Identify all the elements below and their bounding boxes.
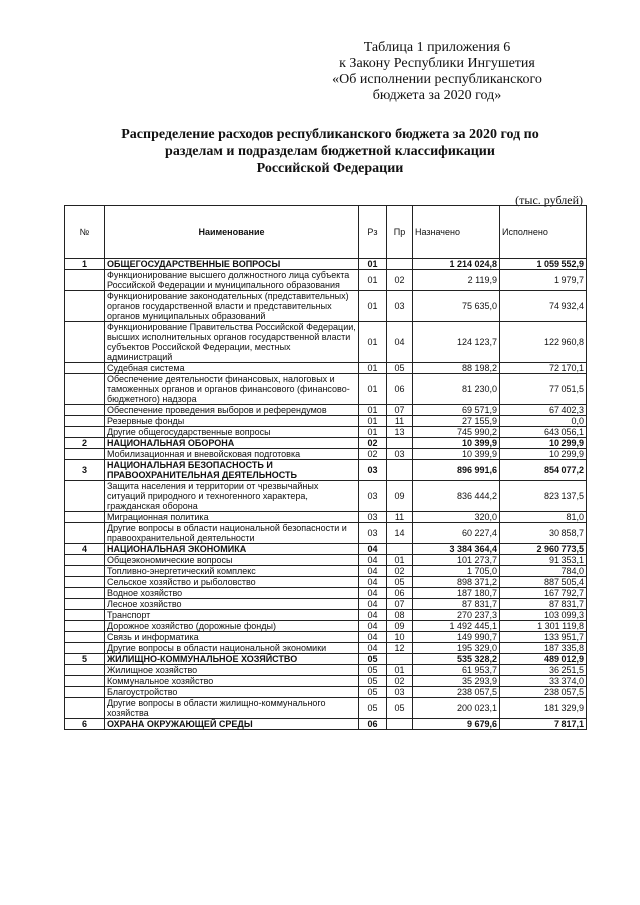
row-number-cell [65,632,105,643]
row-pr-cell: 05 [387,698,413,719]
row-executed-cell: 87 831,7 [500,599,587,610]
row-rz-cell: 03 [359,523,387,544]
row-rz-cell: 05 [359,698,387,719]
table-body [65,259,587,730]
row-number-cell [65,374,105,405]
row-name-cell: ОБЩЕГОСУДАРСТВЕННЫЕ ВОПРОСЫ [105,259,359,270]
row-executed-cell: 187 335,8 [500,643,587,654]
table-header-row [65,206,587,259]
table-row [65,322,587,363]
row-executed-cell: 784,0 [500,566,587,577]
row-pr-cell: 06 [387,374,413,405]
row-planned-cell: 69 571,9 [413,405,500,416]
row-rz-cell: 01 [359,322,387,363]
row-planned-cell: 60 227,4 [413,523,500,544]
row-rz-cell: 04 [359,632,387,643]
row-executed-cell: 7 817,1 [500,719,587,730]
row-planned-cell: 1 214 024,8 [413,259,500,270]
row-pr-cell: 02 [387,676,413,687]
title-line: Распределение расходов республиканского бюджета за 2020 год по [121,127,539,142]
row-executed-cell: 238 057,5 [500,687,587,698]
row-number-cell [65,270,105,291]
document-title [80,126,580,177]
row-name-cell: Коммунальное хозяйство [105,676,359,687]
row-pr-cell [387,259,413,270]
row-pr-cell: 10 [387,632,413,643]
row-pr-cell: 09 [387,621,413,632]
row-pr-cell: 12 [387,643,413,654]
row-executed-cell: 36 251,5 [500,665,587,676]
table-row [65,291,587,322]
row-pr-cell: 05 [387,577,413,588]
row-planned-cell: 3 384 364,4 [413,544,500,555]
column-header-rz: Рз [359,206,387,259]
table-row [65,687,587,698]
section-row [65,654,587,665]
row-rz-cell: 01 [359,374,387,405]
row-pr-cell: 14 [387,523,413,544]
row-name-cell: Жилищное хозяйство [105,665,359,676]
row-planned-cell: 320,0 [413,512,500,523]
row-name-cell: Мобилизационная и вневойсковая подготовка [105,449,359,460]
row-rz-cell: 04 [359,643,387,654]
table-row [65,481,587,512]
row-executed-cell: 33 374,0 [500,676,587,687]
row-number-cell [65,621,105,632]
row-rz-cell: 01 [359,270,387,291]
row-rz-cell: 01 [359,259,387,270]
row-number-cell [65,566,105,577]
table-row [65,632,587,643]
row-pr-cell: 04 [387,322,413,363]
row-number-cell [65,588,105,599]
row-name-cell: Другие общегосударственные вопросы [105,427,359,438]
row-planned-cell: 61 953,7 [413,665,500,676]
row-executed-cell: 10 299,9 [500,438,587,449]
row-rz-cell: 05 [359,665,387,676]
row-executed-cell: 81,0 [500,512,587,523]
row-rz-cell: 02 [359,438,387,449]
row-executed-cell: 854 077,2 [500,460,587,481]
row-number-cell [65,555,105,566]
row-planned-cell: 10 399,9 [413,449,500,460]
table-row [65,566,587,577]
row-name-cell: Сельское хозяйство и рыболовство [105,577,359,588]
row-executed-cell: 122 960,8 [500,322,587,363]
row-executed-cell: 181 329,9 [500,698,587,719]
row-planned-cell: 2 119,9 [413,270,500,291]
appendix-line: «Об исполнении республиканского [332,72,542,87]
row-number-cell: 2 [65,438,105,449]
row-rz-cell: 04 [359,588,387,599]
row-name-cell: НАЦИОНАЛЬНАЯ ЭКОНОМИКА [105,544,359,555]
row-number-cell [65,687,105,698]
section-row [65,438,587,449]
row-number-cell [65,322,105,363]
row-executed-cell: 10 299,9 [500,449,587,460]
row-rz-cell: 04 [359,555,387,566]
row-number-cell: 1 [65,259,105,270]
row-pr-cell: 06 [387,588,413,599]
row-pr-cell: 01 [387,665,413,676]
row-number-cell [65,523,105,544]
row-number-cell [65,698,105,719]
row-pr-cell: 03 [387,449,413,460]
column-header-planned: Назначено [413,206,500,259]
section-row [65,719,587,730]
row-number-cell [65,405,105,416]
row-executed-cell: 67 402,3 [500,405,587,416]
row-planned-cell: 195 329,0 [413,643,500,654]
table-row [65,523,587,544]
row-number-cell [65,665,105,676]
row-name-cell: Благоустройство [105,687,359,698]
row-name-cell: Другие вопросы в области национальной экономики [105,643,359,654]
appendix-line: к Закону Республики Ингушетия [339,56,535,71]
table-row [65,643,587,654]
column-header-num: № [65,206,105,259]
row-number-cell [65,577,105,588]
row-rz-cell: 04 [359,544,387,555]
row-rz-cell: 01 [359,416,387,427]
row-planned-cell: 187 180,7 [413,588,500,599]
table-row [65,512,587,523]
row-pr-cell: 13 [387,427,413,438]
row-executed-cell: 1 301 119,8 [500,621,587,632]
row-executed-cell: 643 056,1 [500,427,587,438]
row-rz-cell: 05 [359,687,387,698]
table-row [65,363,587,374]
table-row [65,374,587,405]
row-number-cell [65,676,105,687]
row-rz-cell: 01 [359,427,387,438]
row-executed-cell: 823 137,5 [500,481,587,512]
row-planned-cell: 124 123,7 [413,322,500,363]
row-pr-cell [387,438,413,449]
table-row [65,599,587,610]
row-name-cell: Транспорт [105,610,359,621]
row-executed-cell: 167 792,7 [500,588,587,599]
row-number-cell [65,599,105,610]
row-executed-cell: 30 858,7 [500,523,587,544]
row-executed-cell: 1 979,7 [500,270,587,291]
row-name-cell: Топливно-энергетический комплекс [105,566,359,577]
table-row [65,588,587,599]
row-planned-cell: 9 679,6 [413,719,500,730]
row-rz-cell: 05 [359,676,387,687]
row-executed-cell: 1 059 552,9 [500,259,587,270]
row-planned-cell: 81 230,0 [413,374,500,405]
row-pr-cell: 03 [387,291,413,322]
section-row [65,460,587,481]
row-planned-cell: 1 705,0 [413,566,500,577]
row-rz-cell: 04 [359,566,387,577]
row-executed-cell: 887 505,4 [500,577,587,588]
row-pr-cell: 02 [387,566,413,577]
row-rz-cell: 04 [359,610,387,621]
row-name-cell: Другие вопросы в области жилищно-коммунального хозяйства [105,698,359,719]
row-name-cell: Связь и информатика [105,632,359,643]
row-planned-cell: 10 399,9 [413,438,500,449]
row-planned-cell: 35 293,9 [413,676,500,687]
section-row [65,259,587,270]
row-planned-cell: 270 237,3 [413,610,500,621]
row-number-cell: 5 [65,654,105,665]
appendix-reference [312,40,562,104]
row-planned-cell: 87 831,7 [413,599,500,610]
row-name-cell: Функционирование законодательных (представительных) органов государственной власти и представительных органов муниципальных образований [105,291,359,322]
row-planned-cell: 238 057,5 [413,687,500,698]
table-row [65,449,587,460]
row-name-cell: Миграционная политика [105,512,359,523]
row-name-cell: НАЦИОНАЛЬНАЯ БЕЗОПАСНОСТЬ И ПРАВООХРАНИТЕЛЬНАЯ ДЕЯТЕЛЬНОСТЬ [105,460,359,481]
row-number-cell: 6 [65,719,105,730]
row-number-cell [65,610,105,621]
row-pr-cell: 07 [387,405,413,416]
row-name-cell: Общеэкономические вопросы [105,555,359,566]
title-line: Российской Федерации [256,161,404,176]
row-name-cell: Защита населения и территории от чрезвычайных ситуаций природного и техногенного характера, гражданская оборона [105,481,359,512]
row-planned-cell: 88 198,2 [413,363,500,374]
row-planned-cell: 27 155,9 [413,416,500,427]
table-row [65,405,587,416]
row-number-cell [65,449,105,460]
row-number-cell [65,512,105,523]
row-number-cell [65,427,105,438]
row-name-cell: Функционирование Правительства Российской Федерации, высших исполнительных органов государственной власти субъектов Российской Федерации, местных администраций [105,322,359,363]
row-pr-cell: 03 [387,687,413,698]
row-pr-cell: 09 [387,481,413,512]
row-pr-cell: 11 [387,512,413,523]
row-rz-cell: 06 [359,719,387,730]
row-planned-cell: 101 273,7 [413,555,500,566]
table-row [65,577,587,588]
row-name-cell: Обеспечение проведения выборов и референдумов [105,405,359,416]
row-rz-cell: 05 [359,654,387,665]
row-name-cell: ОХРАНА ОКРУЖАЮЩЕЙ СРЕДЫ [105,719,359,730]
row-number-cell: 3 [65,460,105,481]
row-rz-cell: 04 [359,621,387,632]
row-executed-cell: 74 932,4 [500,291,587,322]
row-name-cell: НАЦИОНАЛЬНАЯ ОБОРОНА [105,438,359,449]
section-row [65,544,587,555]
column-header-executed: Исполнено [500,206,587,259]
row-executed-cell: 72 170,1 [500,363,587,374]
row-name-cell: Обеспечение деятельности финансовых, налоговых и таможенных органов и органов финансового (финансово-бюджетного) надзора [105,374,359,405]
table-row [65,427,587,438]
row-planned-cell: 1 492 445,1 [413,621,500,632]
row-name-cell: Другие вопросы в области национальной безопасности и правоохранительной деятельности [105,523,359,544]
row-number-cell [65,643,105,654]
row-name-cell: Судебная система [105,363,359,374]
row-pr-cell: 05 [387,363,413,374]
row-rz-cell: 02 [359,449,387,460]
row-pr-cell: 02 [387,270,413,291]
units-label: (тыс. рублей) [515,193,583,207]
row-pr-cell: 11 [387,416,413,427]
row-number-cell [65,481,105,512]
row-rz-cell: 01 [359,363,387,374]
row-planned-cell: 75 635,0 [413,291,500,322]
row-pr-cell: 01 [387,555,413,566]
appendix-line: бюджета за 2020 год» [372,88,502,103]
row-planned-cell: 200 023,1 [413,698,500,719]
row-number-cell [65,291,105,322]
row-executed-cell: 91 353,1 [500,555,587,566]
row-pr-cell: 07 [387,599,413,610]
row-executed-cell: 2 960 773,5 [500,544,587,555]
row-pr-cell [387,719,413,730]
row-name-cell: Лесное хозяйство [105,599,359,610]
title-line: разделам и подразделам бюджетной классификации [165,144,495,159]
row-planned-cell: 898 371,2 [413,577,500,588]
row-name-cell: Водное хозяйство [105,588,359,599]
table-row [65,416,587,427]
row-rz-cell: 04 [359,577,387,588]
table-row [65,610,587,621]
row-executed-cell: 489 012,9 [500,654,587,665]
table-row [65,676,587,687]
row-planned-cell: 836 444,2 [413,481,500,512]
row-name-cell: Дорожное хозяйство (дорожные фонды) [105,621,359,632]
row-planned-cell: 149 990,7 [413,632,500,643]
row-rz-cell: 03 [359,460,387,481]
budget-table [64,205,587,730]
row-pr-cell [387,654,413,665]
row-planned-cell: 535 328,2 [413,654,500,665]
row-name-cell: ЖИЛИЩНО-КОММУНАЛЬНОЕ ХОЗЯЙСТВО [105,654,359,665]
table-row [65,270,587,291]
row-executed-cell: 103 099,3 [500,610,587,621]
row-name-cell: Функционирование высшего должностного лица субъекта Российской Федерации и муниципального образования [105,270,359,291]
row-number-cell [65,363,105,374]
table-row [65,665,587,676]
column-header-name: Наименование [105,206,359,259]
row-pr-cell: 08 [387,610,413,621]
row-rz-cell: 01 [359,405,387,416]
row-executed-cell: 0,0 [500,416,587,427]
row-rz-cell: 01 [359,291,387,322]
row-pr-cell [387,544,413,555]
row-planned-cell: 745 990,2 [413,427,500,438]
row-executed-cell: 133 951,7 [500,632,587,643]
row-planned-cell: 896 991,6 [413,460,500,481]
row-number-cell [65,416,105,427]
row-rz-cell: 04 [359,599,387,610]
table-row [65,621,587,632]
appendix-line: Таблица 1 приложения 6 [363,40,511,55]
row-executed-cell: 77 051,5 [500,374,587,405]
table-row [65,698,587,719]
row-number-cell: 4 [65,544,105,555]
row-name-cell: Резервные фонды [105,416,359,427]
column-header-pr: Пр [387,206,413,259]
row-rz-cell: 03 [359,512,387,523]
row-pr-cell [387,460,413,481]
table-row [65,555,587,566]
row-rz-cell: 03 [359,481,387,512]
